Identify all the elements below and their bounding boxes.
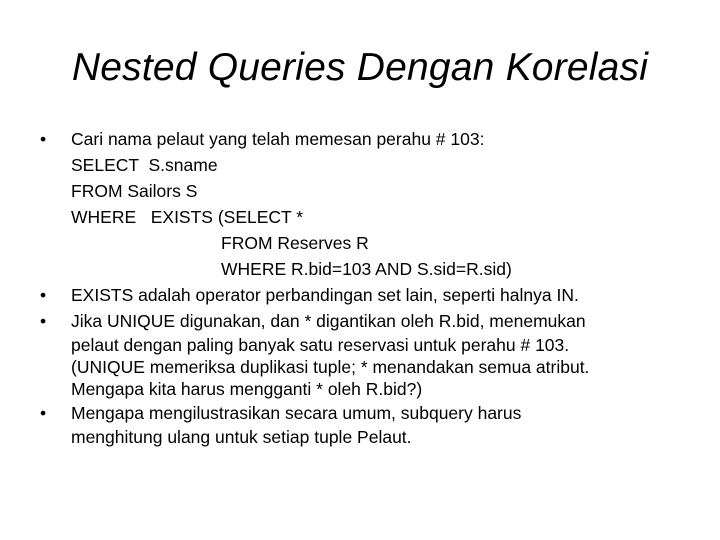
bullet-line: Jika UNIQUE digunakan, dan * digantikan oleh R.bid, menemukan xyxy=(71,311,586,331)
bullet-text xyxy=(71,400,690,448)
bullet-item-subquery xyxy=(40,400,690,448)
bullet-marker: • xyxy=(40,403,47,423)
bullet-text xyxy=(71,282,690,308)
bullet-text xyxy=(71,126,690,282)
bullet-line: Mengapa kita harus mengganti * oleh R.bid?) xyxy=(71,379,423,399)
bullet-item-unique xyxy=(40,308,690,400)
sql-line-select: SELECT S.sname xyxy=(71,155,218,175)
bullet-marker: • xyxy=(40,129,47,149)
sql-line-where: WHERE EXISTS (SELECT * xyxy=(71,207,304,227)
bullet-line: menghitung ulang untuk setiap tuple Pelaut. xyxy=(71,427,412,447)
bullet-lead-text: Cari nama pelaut yang telah memesan perahu # 103: xyxy=(71,129,485,149)
bullet-line: EXISTS adalah operator perbandingan set lain, seperti halnya IN. xyxy=(71,285,579,305)
slide-content xyxy=(40,126,690,448)
sql-line-sub-where: WHERE R.bid=103 AND S.sid=R.sid) xyxy=(221,259,512,279)
bullet-item-exists xyxy=(40,282,690,308)
bullet-marker: • xyxy=(40,311,47,331)
bullet-line: pelaut dengan paling banyak satu reservasi untuk perahu # 103. xyxy=(71,335,570,355)
bullet-text xyxy=(71,308,690,400)
slide-title: Nested Queries Dengan Korelasi xyxy=(71,46,649,89)
sql-line-from: FROM Sailors S xyxy=(71,181,198,201)
bullet-marker: • xyxy=(40,285,47,305)
bullet-line: (UNIQUE memeriksa duplikasi tuple; * menandakan semua atribut. xyxy=(71,357,590,377)
bullet-item-query-example xyxy=(40,126,690,282)
sql-line-sub-from: FROM Reserves R xyxy=(221,233,369,253)
bullet-line: Mengapa mengilustrasikan secara umum, subquery harus xyxy=(71,403,522,423)
